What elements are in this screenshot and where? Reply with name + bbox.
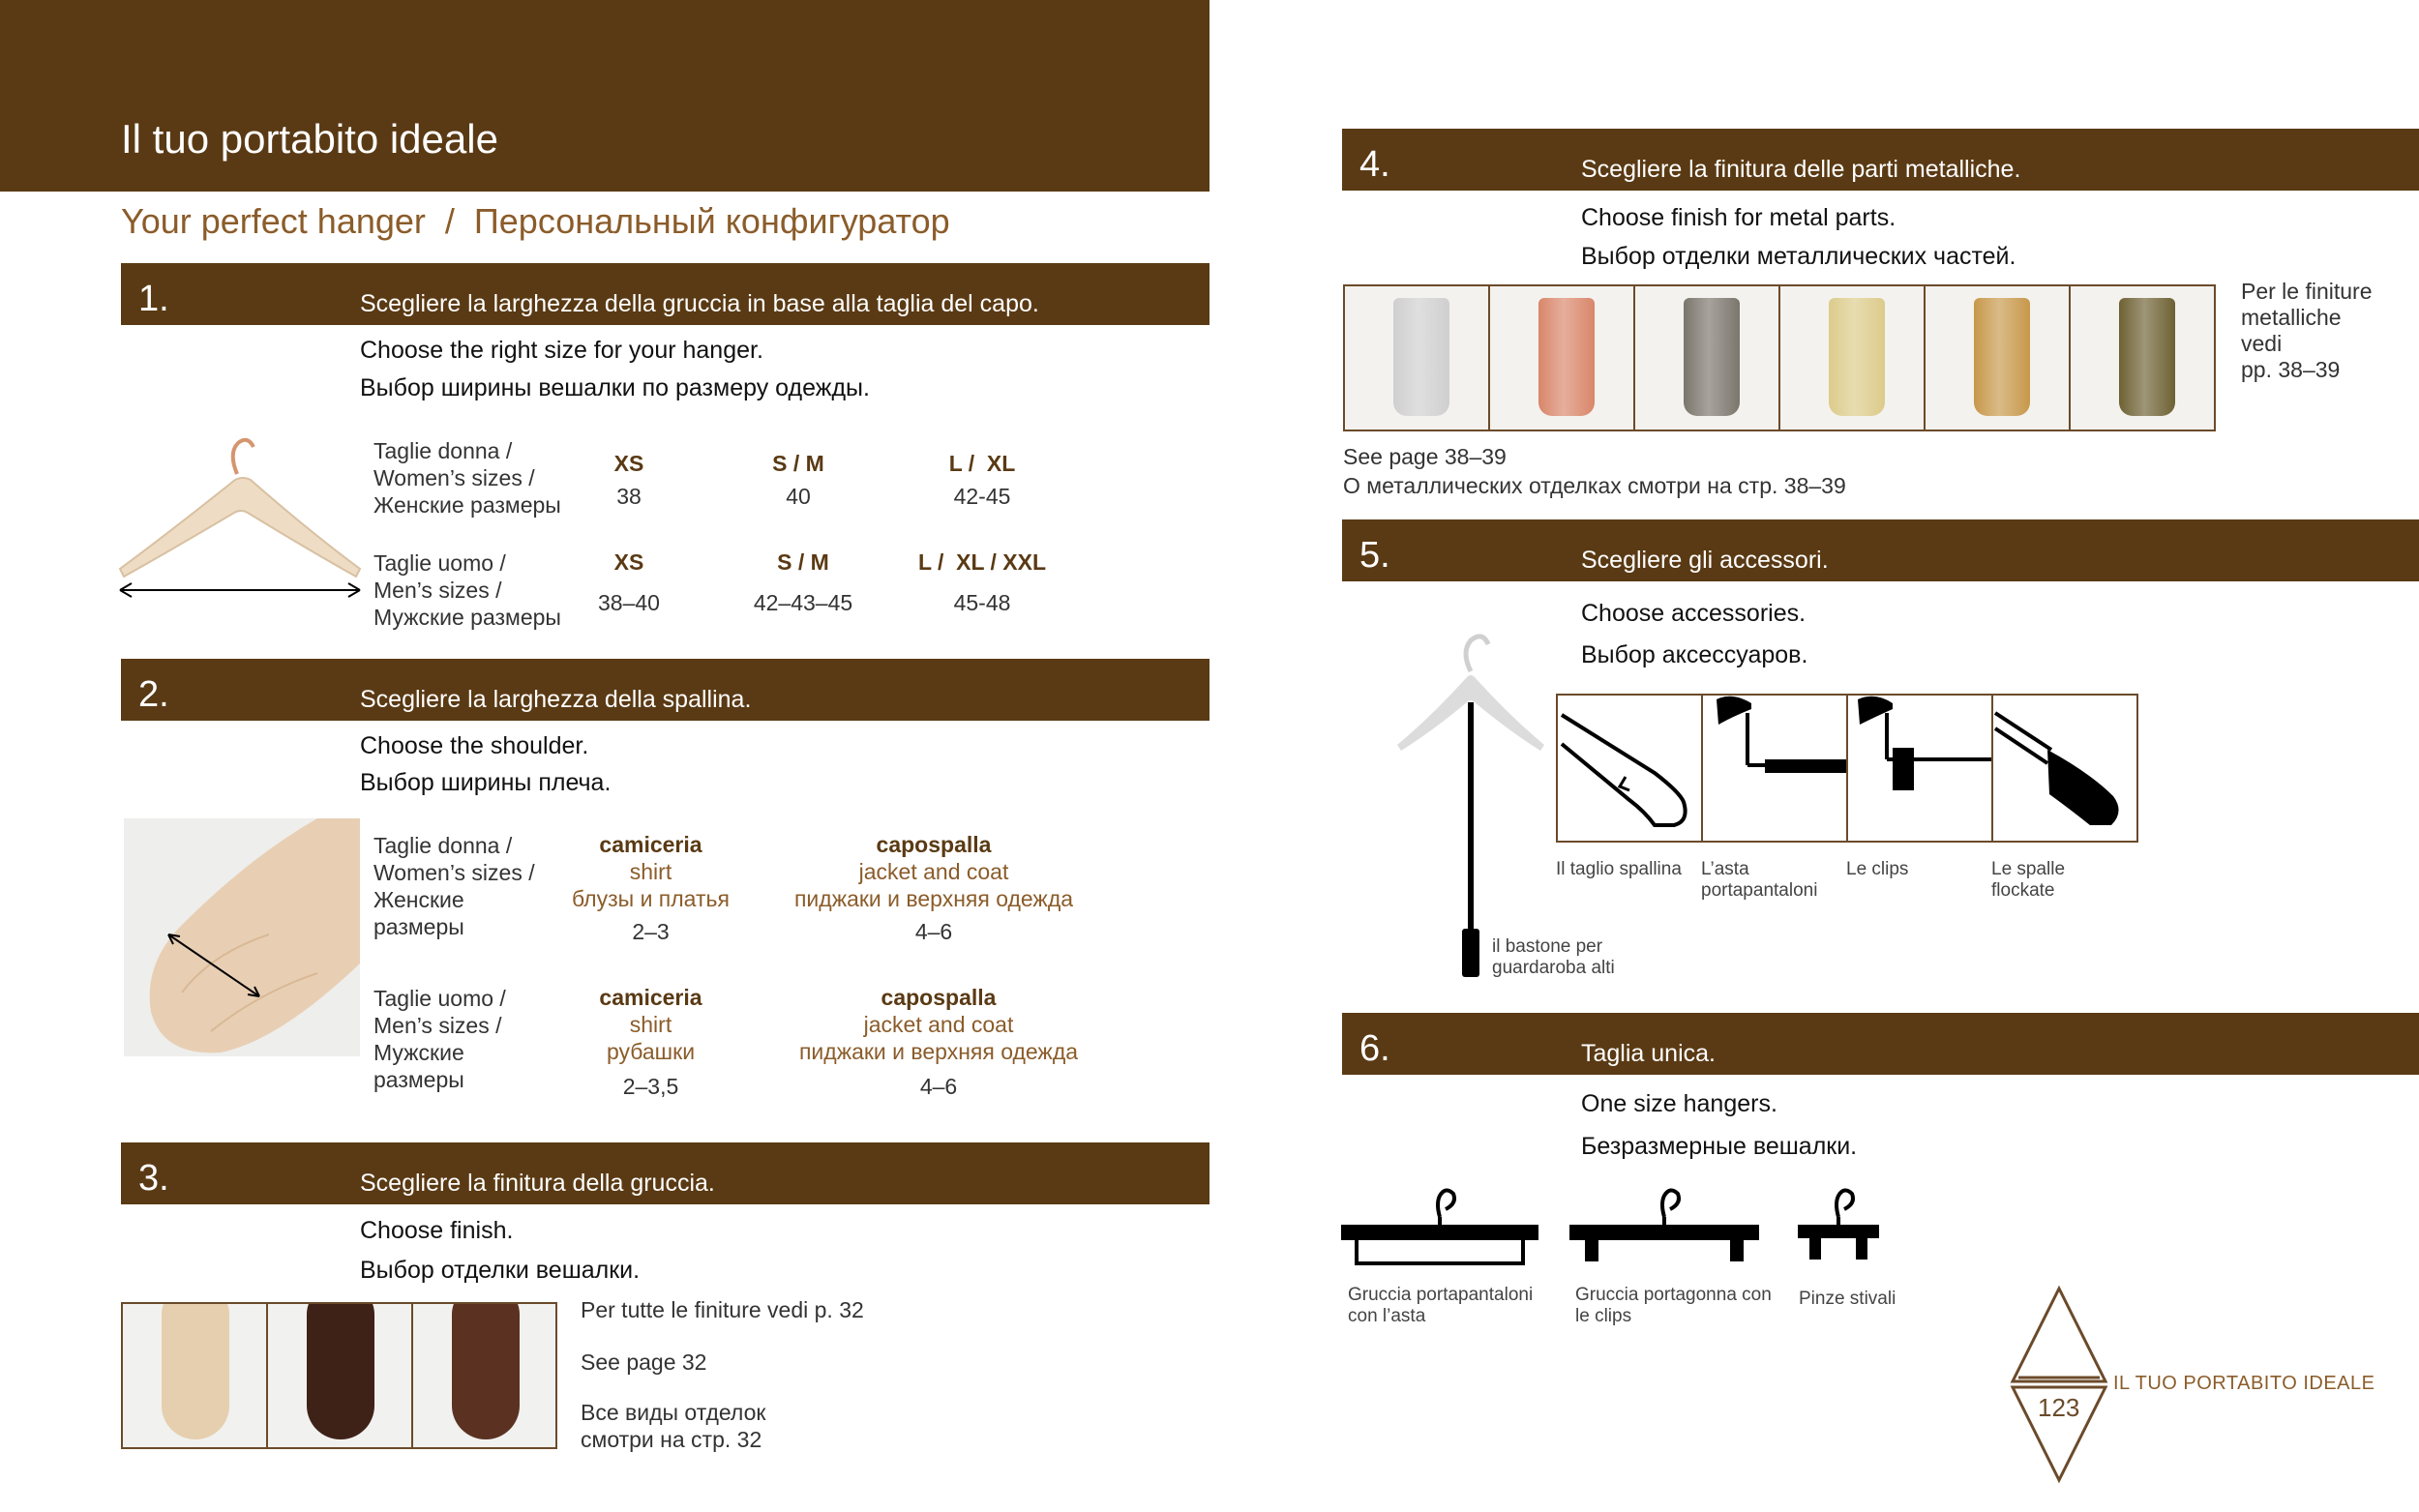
caption-line: Le clips: [1846, 859, 1909, 879]
caption-line: Gruccia portagonna con: [1575, 1285, 1772, 1305]
caption-line: Le spalle: [1991, 859, 2066, 879]
size-value: 38: [616, 484, 642, 509]
metal-swatch-silver: [1345, 286, 1490, 430]
metal-swatch-brass: [1926, 286, 2071, 430]
finish-swatch-natural: [123, 1304, 268, 1447]
caption-line: Pinze stivali: [1799, 1289, 1896, 1309]
caption-line: guardaroba alti: [1492, 958, 1615, 978]
men-size-sm: [726, 549, 881, 616]
shoulder-value: 4–6: [919, 1074, 958, 1099]
finish-shape: [162, 1304, 229, 1439]
section-2-en: Choose the shoulder.: [360, 732, 589, 759]
section-number: 1.: [138, 279, 169, 319]
trouser-bar-icon: [1703, 696, 1846, 841]
section-number: 2.: [138, 674, 169, 715]
section-title-it: Scegliere gli accessori.: [1581, 547, 1829, 574]
label-line: Men’s sizes /: [373, 578, 502, 603]
section-title-it: Scegliere la finitura delle parti metalliche.: [1581, 156, 2021, 183]
men-jacket-col: [793, 985, 1084, 1100]
caption-line: L’asta: [1701, 859, 1749, 879]
caption-line: flockate: [1991, 880, 2055, 901]
section-6-ru: Безразмерные вешалки.: [1581, 1133, 1858, 1160]
page-title: Il tuo portabito ideale: [121, 116, 498, 162]
metal-clip: [1538, 298, 1595, 416]
label-line: Women’s sizes /: [373, 860, 535, 885]
shoulder-type: camiceria: [599, 832, 702, 857]
section-3-ru: Выбор отделки вешалки.: [360, 1257, 641, 1284]
section-4-en: Choose finish for metal parts.: [1581, 204, 1896, 231]
finish-shape: [452, 1304, 520, 1439]
shoulder-type-ru: пиджаки и верхняя одежда: [793, 886, 1074, 911]
size-heading: XS: [613, 549, 644, 575]
section-5-ru: Выбор аксессуаров.: [1581, 641, 1808, 668]
trouser-hanger-icon: [1341, 1180, 1538, 1281]
metal-clip: [2119, 298, 2175, 416]
section-number: 6.: [1359, 1028, 1390, 1069]
section-2-bar: [121, 659, 1210, 721]
metal-swatch-gold: [1780, 286, 1926, 430]
caption-line: le clips: [1575, 1306, 1632, 1326]
size-heading: L / XL / XXL: [917, 549, 1047, 575]
label-line: размеры: [373, 914, 464, 939]
size-value: 42–43–45: [753, 590, 853, 615]
size-value: 40: [786, 484, 811, 509]
skirt-hanger-icon: [1569, 1180, 1759, 1281]
wardrobe-pole-illustration: [1393, 619, 1548, 987]
page-subtitle: Your perfect hanger / Персональный конфигуратор: [121, 201, 950, 241]
section-6-bar: [1342, 1013, 2419, 1075]
boot-clamp-icon: [1798, 1180, 1879, 1281]
flocked-shoulder-icon: [1993, 696, 2136, 841]
shoulder-type: capospalla: [881, 985, 997, 1010]
section-4-bar: [1342, 129, 2419, 191]
metal-clip: [1684, 298, 1740, 416]
shoulder-type-ru: пиджаки и верхняя одежда: [798, 1039, 1079, 1064]
note-line: metalliche: [2241, 305, 2342, 330]
accessory-caption-3: [1846, 859, 1908, 880]
metal-see-ru: О металлических отделках смотри на стр. 38–39: [1343, 473, 1846, 498]
pole-caption: [1492, 936, 1615, 979]
shoulder-type-en: shirt: [629, 859, 672, 884]
shoulder-type-ru: рубашки: [606, 1039, 696, 1064]
accessory-caption-1: [1556, 859, 1682, 880]
section-number: 3.: [138, 1158, 169, 1199]
shoulder-type-en: jacket and coat: [858, 859, 1009, 884]
women-jacket-col: [793, 832, 1074, 945]
size-value: 38–40: [598, 590, 660, 615]
section-3-bar: [121, 1142, 1210, 1204]
caption-line: portapantaloni: [1701, 880, 1818, 901]
shoulder-photo: [124, 818, 360, 1056]
label-line: Taglie donna /: [373, 438, 513, 463]
caption-line: il bastone per: [1492, 936, 1603, 957]
section-title-it: Scegliere la larghezza della gruccia in base alla taglia del capo.: [360, 290, 1039, 317]
women-size-label: [373, 437, 561, 519]
finish-shape: [307, 1304, 374, 1439]
note-line: смотри на стр. 32: [581, 1427, 762, 1452]
women-shoulder-label: [373, 832, 535, 940]
size-value: 45-48: [953, 590, 1011, 615]
metal-finishes-strip: [1343, 284, 2216, 431]
section-5-en: Choose accessories.: [1581, 600, 1807, 627]
page-number: 123: [2038, 1393, 2080, 1422]
shoulder-type: camiceria: [599, 985, 702, 1010]
caption-line: con l’asta: [1348, 1306, 1426, 1326]
caption-line: Gruccia portapantaloni: [1348, 1285, 1534, 1305]
section-title-it: Taglia unica.: [1581, 1040, 1716, 1067]
footer-label: IL TUO PORTABITO IDEALE: [2113, 1373, 2375, 1394]
shoulder-value: 2–3: [632, 919, 670, 944]
label-line: Женские размеры: [373, 492, 561, 518]
metal-swatch-bronze: [2071, 286, 2214, 430]
label-line: Женские: [373, 887, 464, 912]
caption-line: Il taglio spallina: [1556, 859, 1682, 879]
metal-see-en: See page 38–39: [1343, 444, 1507, 469]
metal-clip: [1393, 298, 1449, 416]
shoulder-value: 2–3,5: [622, 1074, 679, 1099]
women-shirt-col: [561, 832, 740, 945]
men-size-lxlxxl: [895, 549, 1069, 616]
section-1-en: Choose the right size for your hanger.: [360, 337, 763, 364]
women-size-sm: [726, 451, 871, 510]
shoulder-type: capospalla: [876, 832, 992, 857]
note-line: Per le finiture: [2241, 279, 2373, 304]
size-heading: XS: [613, 451, 644, 476]
section-6-en: One size hangers.: [1581, 1090, 1777, 1117]
section-1-ru: Выбор ширины вешалки по размеру одежды.: [360, 374, 870, 401]
label-line: Men’s sizes /: [373, 1013, 502, 1038]
finish-note-en: See page 32: [581, 1349, 707, 1375]
label-line: Мужские: [373, 1040, 464, 1065]
metal-clip: [1829, 298, 1885, 416]
size-heading: L / XL: [948, 451, 1016, 476]
label-line: Women’s sizes /: [373, 465, 535, 490]
section-3-en: Choose finish.: [360, 1217, 514, 1244]
label-line: Taglie donna /: [373, 833, 513, 858]
men-shirt-col: [561, 985, 740, 1100]
header-band: [0, 0, 1210, 192]
wood-finishes-strip: [121, 1302, 557, 1449]
one-size-caption-1: [1348, 1285, 1533, 1327]
section-1-bar: [121, 263, 1210, 325]
men-shoulder-label: [373, 985, 506, 1093]
shoulder-type-en: shirt: [629, 1012, 672, 1037]
note-line: vedi: [2241, 331, 2283, 356]
shoulder-type-en: jacket and coat: [863, 1012, 1014, 1037]
shoulder-cut-icon: [1558, 696, 1701, 841]
accessory-caption-2: [1701, 859, 1817, 902]
shoulder-value: 4–6: [914, 919, 953, 944]
size-heading: S / M: [772, 451, 824, 476]
section-4-ru: Выбор отделки металлических частей.: [1581, 243, 2016, 270]
brand-logo-icon: [2009, 1285, 2109, 1484]
women-size-lxl: [905, 451, 1060, 510]
hanger-width-illustration: [114, 424, 366, 602]
size-value: 42-45: [953, 484, 1011, 509]
section-title-it: Scegliere la finitura della gruccia.: [360, 1170, 715, 1197]
label-line: размеры: [373, 1067, 464, 1092]
note-line: pp. 38–39: [2241, 357, 2341, 382]
accessory-caption-4: [1991, 859, 2065, 902]
label-line: Taglie uomo /: [373, 986, 506, 1011]
section-title-it: Scegliere la larghezza della spallina.: [360, 686, 752, 713]
men-size-label: [373, 549, 561, 631]
finish-swatch-walnut: [413, 1304, 555, 1447]
one-size-caption-2: [1575, 1285, 1772, 1327]
label-line: Taglie uomo /: [373, 550, 506, 576]
size-heading: S / M: [777, 549, 829, 575]
section-number: 4.: [1359, 144, 1390, 185]
note-line: Все виды отделок: [581, 1400, 766, 1425]
finish-swatch-dark: [268, 1304, 413, 1447]
clips-icon: [1848, 696, 1991, 841]
one-size-caption-3: [1799, 1289, 1896, 1310]
section-2-ru: Выбор ширины плеча.: [360, 769, 612, 796]
shoulder-type-ru: блузы и платья: [572, 886, 730, 911]
finish-note-it: Per tutte le finiture vedi p. 32: [581, 1297, 864, 1322]
finish-note-ru: [581, 1399, 765, 1453]
section-number: 5.: [1359, 535, 1390, 576]
metal-swatch-gunmetal: [1635, 286, 1780, 430]
section-5-bar: [1342, 519, 2419, 581]
label-line: Мужские размеры: [373, 605, 561, 630]
men-size-xs: [581, 549, 677, 616]
metal-clip: [1974, 298, 2030, 416]
metal-side-note: [2241, 279, 2373, 383]
accessories-strip: [1556, 694, 2138, 843]
metal-swatch-copper: [1490, 286, 1635, 430]
women-size-xs: [581, 451, 677, 510]
